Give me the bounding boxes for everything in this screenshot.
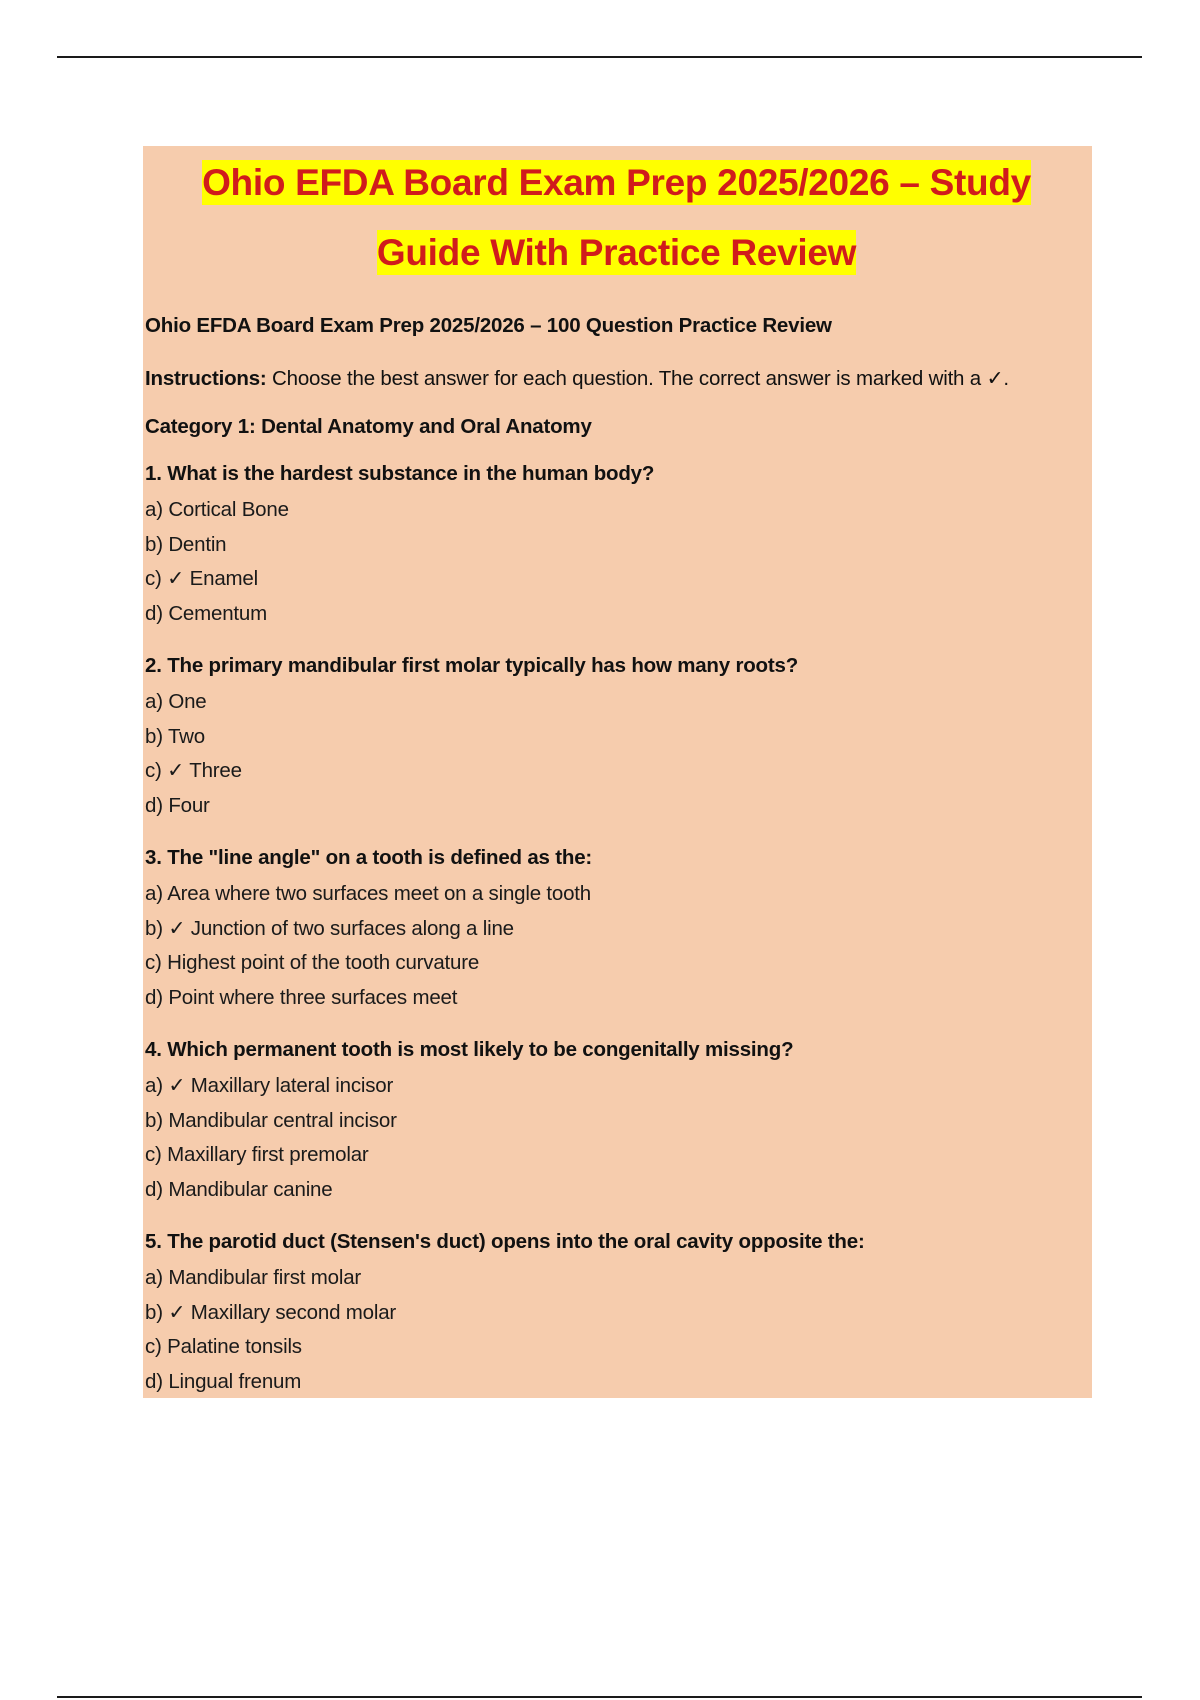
answer-option: b) ✓ Junction of two surfaces along a line (145, 916, 514, 940)
answer-option: b) Mandibular central incisor (145, 1108, 397, 1132)
question-item (145, 1037, 1088, 1207)
question-text: 3. The "line angle" on a tooth is defined as the: (145, 846, 593, 869)
answer-option: b) Two (145, 724, 205, 748)
answer-option: a) One (145, 690, 207, 713)
answer-option: b) Dentin (145, 532, 227, 556)
document-subtitle: Ohio EFDA Board Exam Prep 2025/2026 – 100 Question Practice Review (145, 314, 832, 337)
document-title (202, 160, 1031, 275)
question-item (145, 1229, 1088, 1399)
title-block (145, 146, 1088, 292)
answer-option: c) Palatine tonsils (145, 1335, 302, 1358)
answer-option: d) Mandibular canine (145, 1177, 333, 1201)
category-heading: Category 1: Dental Anatomy and Oral Anatomy (145, 415, 592, 438)
content-panel (143, 146, 1092, 1398)
instructions (145, 366, 1088, 391)
title-line-2: Guide With Practice Review (376, 232, 857, 273)
question-item (145, 845, 1088, 1015)
answer-option: a) Mandibular first molar (145, 1266, 362, 1289)
question-item (145, 653, 1088, 823)
top-rule (57, 56, 1142, 58)
answer-option: d) Point where three surfaces meet (145, 985, 458, 1009)
answer-option: c) ✓ Three (145, 759, 242, 782)
answer-option: b) ✓ Maxillary second molar (145, 1300, 397, 1324)
answer-option: c) Maxillary first premolar (145, 1143, 369, 1166)
answer-option: a) ✓ Maxillary lateral incisor (145, 1074, 394, 1097)
answer-option: d) Lingual frenum (145, 1369, 302, 1393)
answer-option: c) Highest point of the tooth curvature (145, 951, 480, 974)
question-text: 5. The parotid duct (Stensen's duct) opens into the oral cavity opposite the: (145, 1230, 865, 1253)
question-list (145, 461, 1088, 1399)
instructions-text: Choose the best answer for each question. The correct answer is marked with a ✓. (266, 367, 1009, 390)
title-line-1: Ohio EFDA Board Exam Prep 2025/2026 – Study (202, 162, 1031, 203)
question-item (145, 461, 1088, 631)
answer-option: a) Area where two surfaces meet on a single tooth (145, 882, 592, 905)
answer-option: a) Cortical Bone (145, 498, 289, 521)
instructions-label: Instructions: (145, 367, 267, 390)
answer-option: d) Cementum (145, 601, 267, 625)
question-text: 2. The primary mandibular first molar typically has how many roots? (145, 654, 799, 677)
question-text: 1. What is the hardest substance in the human body? (145, 462, 655, 485)
answer-option: c) ✓ Enamel (145, 567, 258, 590)
bottom-rule (57, 1696, 1142, 1698)
answer-option: d) Four (145, 793, 210, 817)
question-text: 4. Which permanent tooth is most likely to be congenitally missing? (145, 1038, 794, 1061)
